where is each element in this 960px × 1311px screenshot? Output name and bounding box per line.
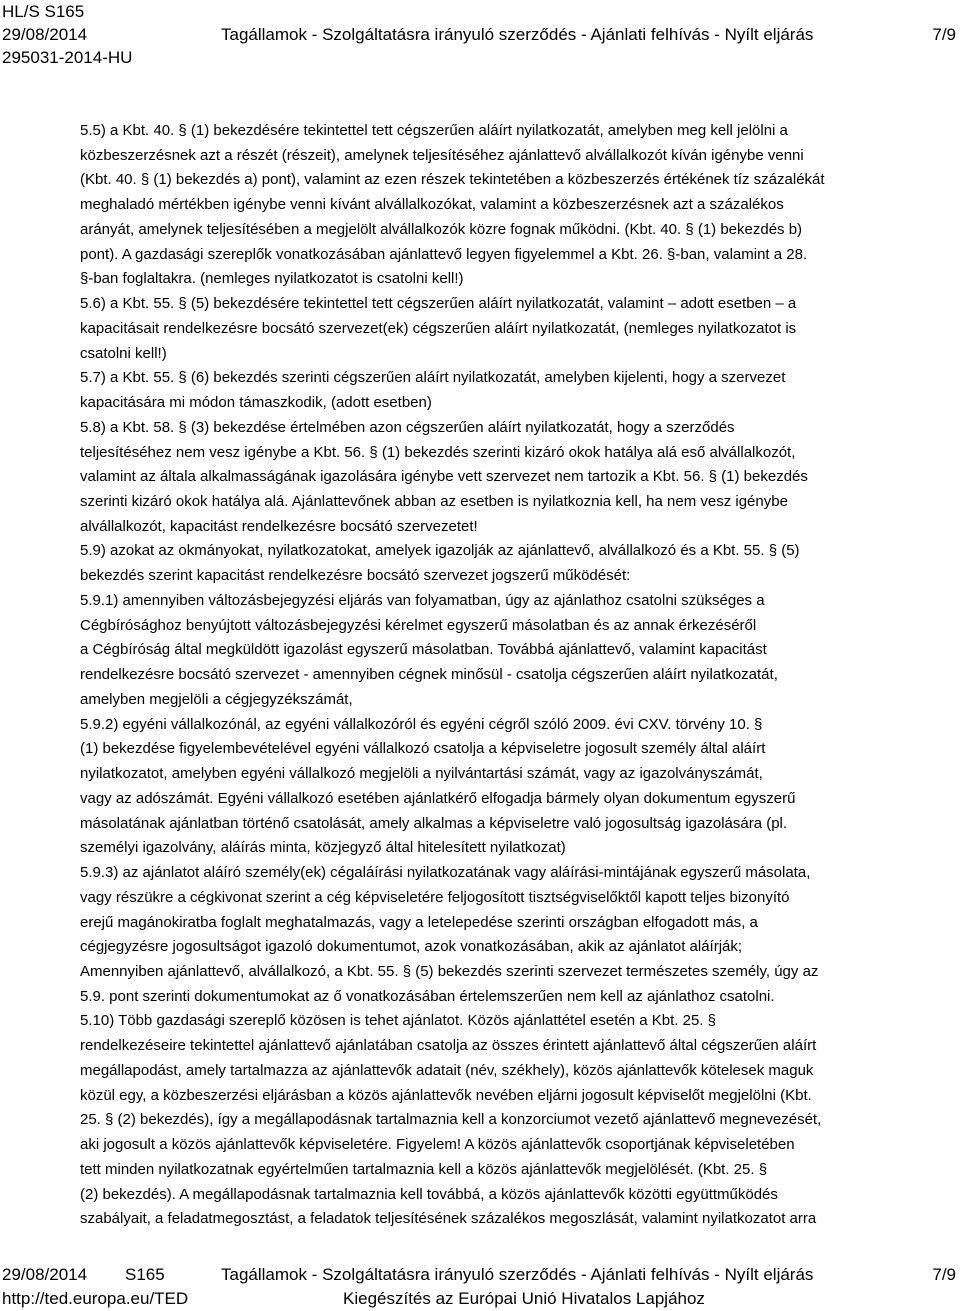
text-line: meghaladó mértékben igénybe venni kívánt alvállalkozókat, valamint a közbeszerzésnek azt a százalékos (80, 196, 784, 214)
text-line: szerinti kizáró okok hatálya alá. Ajánlattevőnek abban az esetben is nyilatkoznia kell, ha nem vesz igénybe (80, 493, 788, 511)
footer-title: Tagállamok - Szolgáltatásra irányuló szerződés - Ajánlati felhívás - Nyílt eljárás (221, 1265, 814, 1284)
text-line: 5.5) a Kbt. 40. § (1) bekezdésére tekintettel tett cégszerűen aláírt nyilatkozatát, amelyben meg kell jelölni a (80, 122, 788, 139)
text-line: 5.8) a Kbt. 58. § (3) bekezdése értelmében azon cégszerűen aláírt nyilatkozatát, hogy a szerződés (80, 418, 735, 436)
footer-publisher: Kiegészítés az Európai Unió Hivatalos Lapjához (343, 1289, 705, 1308)
footer-url: http://ted.europa.eu/TED (2, 1289, 189, 1308)
text-line: másolatának ajánlatban történő csatolását, amely alkalmas a képviseletre való jogosultság igazolására (pl. (80, 814, 788, 832)
text-line: vagy részükre a cégkivonat szerint a cég képviseletére feljogosított tisztségviselőktől kapott teljes bizonyító (80, 888, 790, 906)
text-line: megállapodást, amely tartalmazza az ajánlattevők adatait (név, székhely), közös ajánlattevők kötelesek maguk (80, 1061, 814, 1079)
text-line: tett minden nyilatkozatnak egyértelműen tartalmaznia kell a közös ajánlattevők megjelölését. (Kbt. 25. § (80, 1160, 768, 1178)
page-footer (0, 1263, 960, 1311)
page-header (0, 0, 960, 74)
text-line: 5.7) a Kbt. 55. § (6) bekezdés szerinti cégszerűen aláírt nyilatkozatát, amelyben kijelenti, hogy a szervezet (80, 369, 786, 387)
text-line: amelyben megjelöli a cégjegyzékszámát, (80, 690, 353, 708)
text-line: 25. § (2) bekezdés), így a megállapodásnak tartalmaznia kell a konzorciumot vezető ajánlattevő megnevezését, (80, 1111, 822, 1129)
text-line: Cégbírósághoz benyújtott változásbejegyzési kérelmet egyszerű másolatban és az annak érkezéséről (80, 616, 757, 634)
text-line: §-ban foglaltakra. (nemleges nyilatkozatot is csatolni kell!) (80, 270, 464, 288)
text-line: Amennyiben ajánlattevő, alvállalkozó, a Kbt. 55. § (5) bekezdés szerinti szervezet természetes személy, úgy az (80, 962, 819, 980)
text-line: vagy az adószámát. Egyéni vállalkozó esetében ajánlatkérő elfogadja bármely olyan dokumentum egyszerű (80, 789, 796, 807)
text-line: 5.9.1) amennyiben változásbejegyzési eljárás van folyamatban, úgy az ajánlathoz csatolni szükséges a (80, 591, 765, 609)
text-line: (2) bekezdés). A megállapodásnak tartalmaznia kell továbbá, a közös ajánlattevők közötti együttműködés (80, 1185, 778, 1203)
text-line: (Kbt. 40. § (1) bekezdés a) pont), valamint az ezen részek tekintetében a közbeszerzés értékének tíz százalékát (80, 171, 825, 189)
text-line: közül egy, a közbeszerzési eljárásban a közös ajánlattevők nevében eljárni jogosult képviselőt megjelölni (Kbt. (80, 1086, 812, 1104)
text-line: valamint az általa alkalmasságának igazolására igénybe vett szervezet nem tartozik a Kbt. 56. § (1) bekezdés (80, 468, 808, 486)
text-line: nyilatkozatot, amelyben egyéni vállalkozó megjelöli a nyilvántartási számát, vagy az igazolványszámát, (80, 765, 763, 783)
document-body (80, 119, 955, 1232)
header-page-number: 7/9 (932, 25, 956, 44)
header-date: 29/08/2014 (2, 25, 88, 44)
text-line: 5.9. pont szerinti dokumentumokat az ő vonatkozásában értelemszerűen nem kell az ajánlathoz csatolni. (80, 987, 775, 1005)
text-line: csatolni kell!) (80, 344, 167, 362)
footer-series: S165 (125, 1265, 165, 1284)
text-line: rendelkezéseire tekintettel ajánlattevő ajánlatában csatolja az összes érintett ajánlattevő által cégszerűen aláírt (80, 1037, 817, 1055)
doc-reference: HL/S S165 (2, 2, 85, 21)
text-line: 5.9.3) az ajánlatot aláíró személy(ek) cégaláírási nyilatkozatának vagy aláírási-mintájának egyszerű másolata, (80, 864, 811, 882)
text-line: kapacitásait rendelkezésre bocsátó szervezet(ek) cégszerűen aláírt nyilatkozatát, (nemleges nyilatkozatot is (80, 319, 797, 337)
footer-page-number: 7/9 (932, 1265, 956, 1284)
text-line: teljesítéséhez nem vesz igénybe a Kbt. 56. § (1) bekezdés szerinti kizáró okok hatálya alá eső alvállalkozót, (80, 443, 796, 461)
text-line: (1) bekezdése figyelembevételével egyéni vállalkozó csatolja a képviseletre jogosult személy által aláírt (80, 740, 766, 758)
text-line: a Cégbíróság által megküldött igazolást egyszerű másolatban. Továbbá ajánlattevő, valamint kapacitást (80, 641, 767, 659)
text-line: 5.10) Több gazdasági szereplő közösen is tehet ajánlatot. Közös ajánlattétel esetén a Kbt. 25. § (80, 1012, 716, 1030)
text-line: 5.9.2) egyéni vállalkozónál, az egyéni vállalkozóról és egyéni cégről szóló 2009. évi CXV. törvény 10. § (80, 715, 763, 733)
text-line: bekezdés szerint kapacitást rendelkezésre bocsátó szervezet jogszerű működését: (80, 567, 631, 585)
text-line: aki jogosult a közös ajánlattevők képviseletére. Figyelem! A közös ajánlattevők csoportjának képviseletében (80, 1136, 795, 1154)
text-line: 5.9) azokat az okmányokat, nyilatkozatokat, amelyek igazolják az ajánlattevő, alvállalkozó és a Kbt. 55. § (5) (80, 542, 800, 560)
notice-id: 295031-2014-HU (2, 48, 133, 67)
text-line: kapacitására mi módon támaszkodik, (adott esetben) (80, 394, 432, 412)
footer-date: 29/08/2014 (2, 1265, 88, 1284)
text-line: cégjegyzésre jogosultságot igazoló dokumentumot, azok vonatkozásában, akik az ajánlatot aláírják; (80, 938, 743, 956)
text-line: pont). A gazdasági szereplők vonatkozásában ajánlattevő legyen figyelemmel a Kbt. 26. §-ban, valamint a 28. (80, 245, 808, 263)
header-title: Tagállamok - Szolgáltatásra irányuló szerződés - Ajánlati felhívás - Nyílt eljárás (221, 25, 814, 44)
text-line: erejű magánokiratba foglalt meghatalmazás, vagy a letelepedése szerinti országban elfogadott más, a (80, 913, 758, 931)
text-line: 5.6) a Kbt. 55. § (5) bekezdésére tekintettel tett cégszerűen aláírt nyilatkozatát, valamint – adott esetben – a (80, 295, 797, 313)
text-line: személyi igazolvány, aláírás minta, közjegyző által hitelesített nyilatkozat) (80, 839, 566, 857)
text-line: rendelkezésre bocsátó szervezet - amennyiben cégnek minősül - csatolja cégszerűen aláírt nyilatkozatát, (80, 666, 778, 684)
text-line: közbeszerzésnek azt a részét (részeit), amelynek teljesítéséhez ajánlattevő alvállalkozót kíván igénybe venni (80, 146, 804, 164)
text-line: szabályait, a feladatmegosztást, a feladatok teljesítésének százalékos megoszlását, valamint nyilatkozatot arra (80, 1210, 817, 1228)
text-line: alvállalkozót, kapacitást rendelkezésre bocsátó szervezetet! (80, 517, 478, 535)
text-line: arányát, amelynek teljesítésében a megjelölt alvállalkozók közre fognak működni. (Kbt. 40. § (1) bekezdés b) (80, 220, 803, 238)
